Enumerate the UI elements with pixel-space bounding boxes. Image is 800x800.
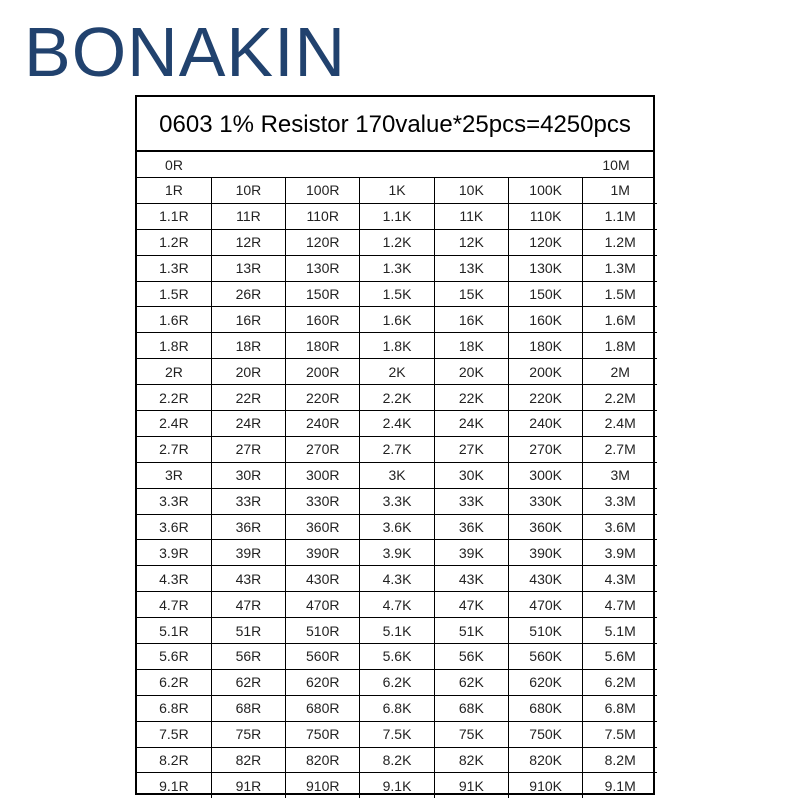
- table-cell: 4.3M: [583, 566, 657, 592]
- table-cell: 16K: [434, 307, 508, 333]
- table-cell: 10R: [211, 178, 285, 203]
- table-cell: 13K: [434, 255, 508, 281]
- table-cell: 2M: [583, 359, 657, 385]
- table-cell: 18K: [434, 333, 508, 359]
- table-cell: 390K: [508, 540, 582, 566]
- table-row: [137, 618, 657, 644]
- table-cell: 5.6K: [360, 644, 434, 670]
- table-cell: 3.9K: [360, 540, 434, 566]
- table-cell: 680K: [508, 695, 582, 721]
- table-cell: 62K: [434, 669, 508, 695]
- table-cell: 51K: [434, 618, 508, 644]
- table-cell: 20K: [434, 359, 508, 385]
- table-cell: 5.1K: [360, 618, 434, 644]
- table-cell: 9.1M: [604, 777, 636, 794]
- table-cell: 4.7M: [583, 592, 657, 618]
- table-cell: 8.2M: [583, 747, 657, 773]
- table-row: [137, 514, 657, 540]
- table-cell: 6.2K: [360, 669, 434, 695]
- table-cell: 150R: [286, 281, 360, 307]
- table-cell: 91K: [434, 773, 508, 798]
- table-row: [137, 488, 657, 514]
- table-cell: 1.5K: [360, 281, 434, 307]
- table-cell: 750R: [286, 721, 360, 747]
- table-row: [137, 281, 657, 307]
- table-cell: 750K: [508, 721, 582, 747]
- table-cell: 5.1R: [137, 618, 211, 644]
- table-cell: 120R: [286, 229, 360, 255]
- table-cell: 220R: [286, 385, 360, 411]
- table-cell: 270R: [286, 436, 360, 462]
- table-cell: 4.7R: [137, 592, 211, 618]
- resistor-value-table: [137, 178, 657, 798]
- table-cell: 300R: [286, 462, 360, 488]
- table-cell: 510K: [508, 618, 582, 644]
- table-cell: 1.5M: [583, 281, 657, 307]
- table-cell: 390R: [286, 540, 360, 566]
- table-row: [137, 721, 657, 747]
- table-cell: 1.5R: [137, 281, 211, 307]
- zero-row-right-value: 10M: [602, 157, 630, 173]
- table-cell: 3.3M: [583, 488, 657, 514]
- table-cell: 26R: [211, 281, 285, 307]
- table-cell: 33R: [211, 488, 285, 514]
- table-cell: 8.2R: [137, 747, 211, 773]
- table-row: [137, 773, 657, 798]
- table-cell: 620R: [286, 669, 360, 695]
- table-cell: 820R: [286, 747, 360, 773]
- table-cell: 7.5M: [583, 721, 657, 747]
- table-cell: 2.2R: [137, 385, 211, 411]
- table-cell: 1.6R: [137, 307, 211, 333]
- table-cell: 3R: [137, 462, 211, 488]
- table-cell: 51R: [211, 618, 285, 644]
- table-cell: 6.8R: [137, 695, 211, 721]
- table-cell: 3K: [360, 462, 434, 488]
- table-row: [137, 359, 657, 385]
- table-row: [137, 307, 657, 333]
- table-cell: 36K: [434, 514, 508, 540]
- table-cell: 2.2K: [360, 385, 434, 411]
- table-cell: 360R: [286, 514, 360, 540]
- zero-row-left-value: 0R: [165, 157, 183, 173]
- table-cell: 7.5K: [360, 721, 434, 747]
- table-row: [137, 747, 657, 773]
- table-cell: 110R: [286, 203, 360, 229]
- table-cell: 130K: [508, 255, 582, 281]
- table-cell: 27K: [434, 436, 508, 462]
- table-cell: 4.7K: [360, 592, 434, 618]
- table-cell: 27R: [211, 436, 285, 462]
- table-cell: 10K: [434, 178, 508, 203]
- table-cell: 1K: [360, 178, 434, 203]
- table-cell: 3.6M: [583, 514, 657, 540]
- table-cell: 12R: [211, 229, 285, 255]
- table-cell: 3.6R: [137, 514, 211, 540]
- table-cell: 47K: [434, 592, 508, 618]
- table-cell: 470R: [286, 592, 360, 618]
- table-cell: 430R: [286, 566, 360, 592]
- table-cell: 200R: [286, 359, 360, 385]
- table-cell: 75K: [434, 721, 508, 747]
- table-cell: 100K: [508, 178, 582, 203]
- table-row: [137, 695, 657, 721]
- table-row: [137, 255, 657, 281]
- table-cell: 2.2M: [583, 385, 657, 411]
- table-cell: 330K: [508, 488, 582, 514]
- table-cell: 9.1R: [137, 773, 211, 798]
- table-cell: 12K: [434, 229, 508, 255]
- table-cell: 2K: [360, 359, 434, 385]
- table-cell: 100R: [286, 178, 360, 203]
- table-cell: 7.5R: [137, 721, 211, 747]
- table-cell: 2.4K: [360, 411, 434, 437]
- table-cell: 11K: [434, 203, 508, 229]
- table-cell: 5.6R: [137, 644, 211, 670]
- table-cell: 2.7K: [360, 436, 434, 462]
- table-row: [137, 592, 657, 618]
- table-cell: 160R: [286, 307, 360, 333]
- table-cell: 82R: [211, 747, 285, 773]
- table-cell: 3.9R: [137, 540, 211, 566]
- table-cell: 1.1K: [360, 203, 434, 229]
- table-cell: 20R: [211, 359, 285, 385]
- zero-row: [137, 152, 653, 178]
- table-cell: 510R: [286, 618, 360, 644]
- table-cell: 470K: [508, 592, 582, 618]
- table-cell: 62R: [211, 669, 285, 695]
- table-row: [137, 436, 657, 462]
- table-cell: 2.7R: [137, 436, 211, 462]
- table-cell: 33K: [434, 488, 508, 514]
- table-cell: 2R: [137, 359, 211, 385]
- table-cell: 5.1M: [583, 618, 657, 644]
- table-cell: 1.3K: [360, 255, 434, 281]
- table-row: [137, 385, 657, 411]
- table-cell: 24R: [211, 411, 285, 437]
- resistor-value-sheet: [135, 95, 655, 795]
- sheet-title: 0603 1% Resistor 170value*25pcs=4250pcs: [137, 97, 653, 152]
- table-cell: 13R: [211, 255, 285, 281]
- table-cell: 47R: [211, 592, 285, 618]
- table-cell: 18R: [211, 333, 285, 359]
- table-cell: 39R: [211, 540, 285, 566]
- table-cell: 24K: [434, 411, 508, 437]
- table-cell: 1.6M: [583, 307, 657, 333]
- table-cell: 1.2R: [137, 229, 211, 255]
- table-cell: 9.1K: [360, 773, 434, 798]
- table-row: [137, 669, 657, 695]
- table-cell: 5.6M: [583, 644, 657, 670]
- table-cell: 270K: [508, 436, 582, 462]
- table-cell: 11R: [211, 203, 285, 229]
- table-cell: 68K: [434, 695, 508, 721]
- table-cell: 1.1R: [137, 203, 211, 229]
- table-cell: 3.3K: [360, 488, 434, 514]
- table-cell: 1.3R: [137, 255, 211, 281]
- table-cell: 240K: [508, 411, 582, 437]
- table-cell: 130R: [286, 255, 360, 281]
- table-cell: 6.8M: [583, 695, 657, 721]
- table-cell: 910K: [508, 773, 582, 798]
- table-cell: 6.2M: [583, 669, 657, 695]
- table-cell: 91R: [211, 773, 285, 798]
- table-cell: 2.4R: [137, 411, 211, 437]
- table-cell: 3.3R: [137, 488, 211, 514]
- table-cell: 560R: [286, 644, 360, 670]
- table-cell: 110K: [508, 203, 582, 229]
- table-cell: 1.2K: [360, 229, 434, 255]
- table-cell: 680R: [286, 695, 360, 721]
- table-cell: 3M: [583, 462, 657, 488]
- table-cell: 1.8R: [137, 333, 211, 359]
- table-cell: 240R: [286, 411, 360, 437]
- table-cell: 43K: [434, 566, 508, 592]
- table-cell: 3.6K: [360, 514, 434, 540]
- table-cell: 68R: [211, 695, 285, 721]
- table-cell: 330R: [286, 488, 360, 514]
- table-row: [137, 644, 657, 670]
- table-cell: 75R: [211, 721, 285, 747]
- table-cell: 6.2R: [137, 669, 211, 695]
- table-cell: 200K: [508, 359, 582, 385]
- table-cell: 22R: [211, 385, 285, 411]
- table-cell: 180K: [508, 333, 582, 359]
- table-cell: 30K: [434, 462, 508, 488]
- brand-logo-text: BONAKIN: [24, 13, 347, 91]
- table-cell: 39K: [434, 540, 508, 566]
- table-cell: 430K: [508, 566, 582, 592]
- table-cell: 82K: [434, 747, 508, 773]
- table-cell: 360K: [508, 514, 582, 540]
- table-cell: 220K: [508, 385, 582, 411]
- table-row: [137, 411, 657, 437]
- table-cell: 36R: [211, 514, 285, 540]
- table-cell: 16R: [211, 307, 285, 333]
- table-cell: 1.2M: [583, 229, 657, 255]
- table-row: [137, 566, 657, 592]
- table-cell: 150K: [508, 281, 582, 307]
- table-cell: 3.9M: [583, 540, 657, 566]
- table-cell: 1.3M: [583, 255, 657, 281]
- table-cell: 160K: [508, 307, 582, 333]
- table-row: [137, 540, 657, 566]
- table-cell: 910R: [286, 773, 360, 798]
- table-cell: 56R: [211, 644, 285, 670]
- table-row: [137, 462, 657, 488]
- table-cell: 560K: [508, 644, 582, 670]
- table-cell: 1M: [583, 178, 657, 203]
- table-cell: 120K: [508, 229, 582, 255]
- table-cell: 1.8M: [583, 333, 657, 359]
- table-cell: 2.7M: [583, 436, 657, 462]
- table-cell: 43R: [211, 566, 285, 592]
- table-cell: 1R: [137, 178, 211, 203]
- table-cell: 6.8K: [360, 695, 434, 721]
- table-cell: 56K: [434, 644, 508, 670]
- table-cell: 180R: [286, 333, 360, 359]
- table-cell: 22K: [434, 385, 508, 411]
- table-row: [137, 178, 657, 203]
- table-row: [137, 229, 657, 255]
- table-cell: 1.8K: [360, 333, 434, 359]
- table-cell: 1.6K: [360, 307, 434, 333]
- table-cell: 4.3K: [360, 566, 434, 592]
- table-row: [137, 203, 657, 229]
- table-cell: 2.4M: [583, 411, 657, 437]
- table-cell: 620K: [508, 669, 582, 695]
- table-cell: 4.3R: [137, 566, 211, 592]
- table-cell: 1.1M: [583, 203, 657, 229]
- table-cell: 300K: [508, 462, 582, 488]
- table-cell: 15K: [434, 281, 508, 307]
- table-cell: 30R: [211, 462, 285, 488]
- table-row: [137, 333, 657, 359]
- table-cell: 820K: [508, 747, 582, 773]
- table-cell: 8.2K: [360, 747, 434, 773]
